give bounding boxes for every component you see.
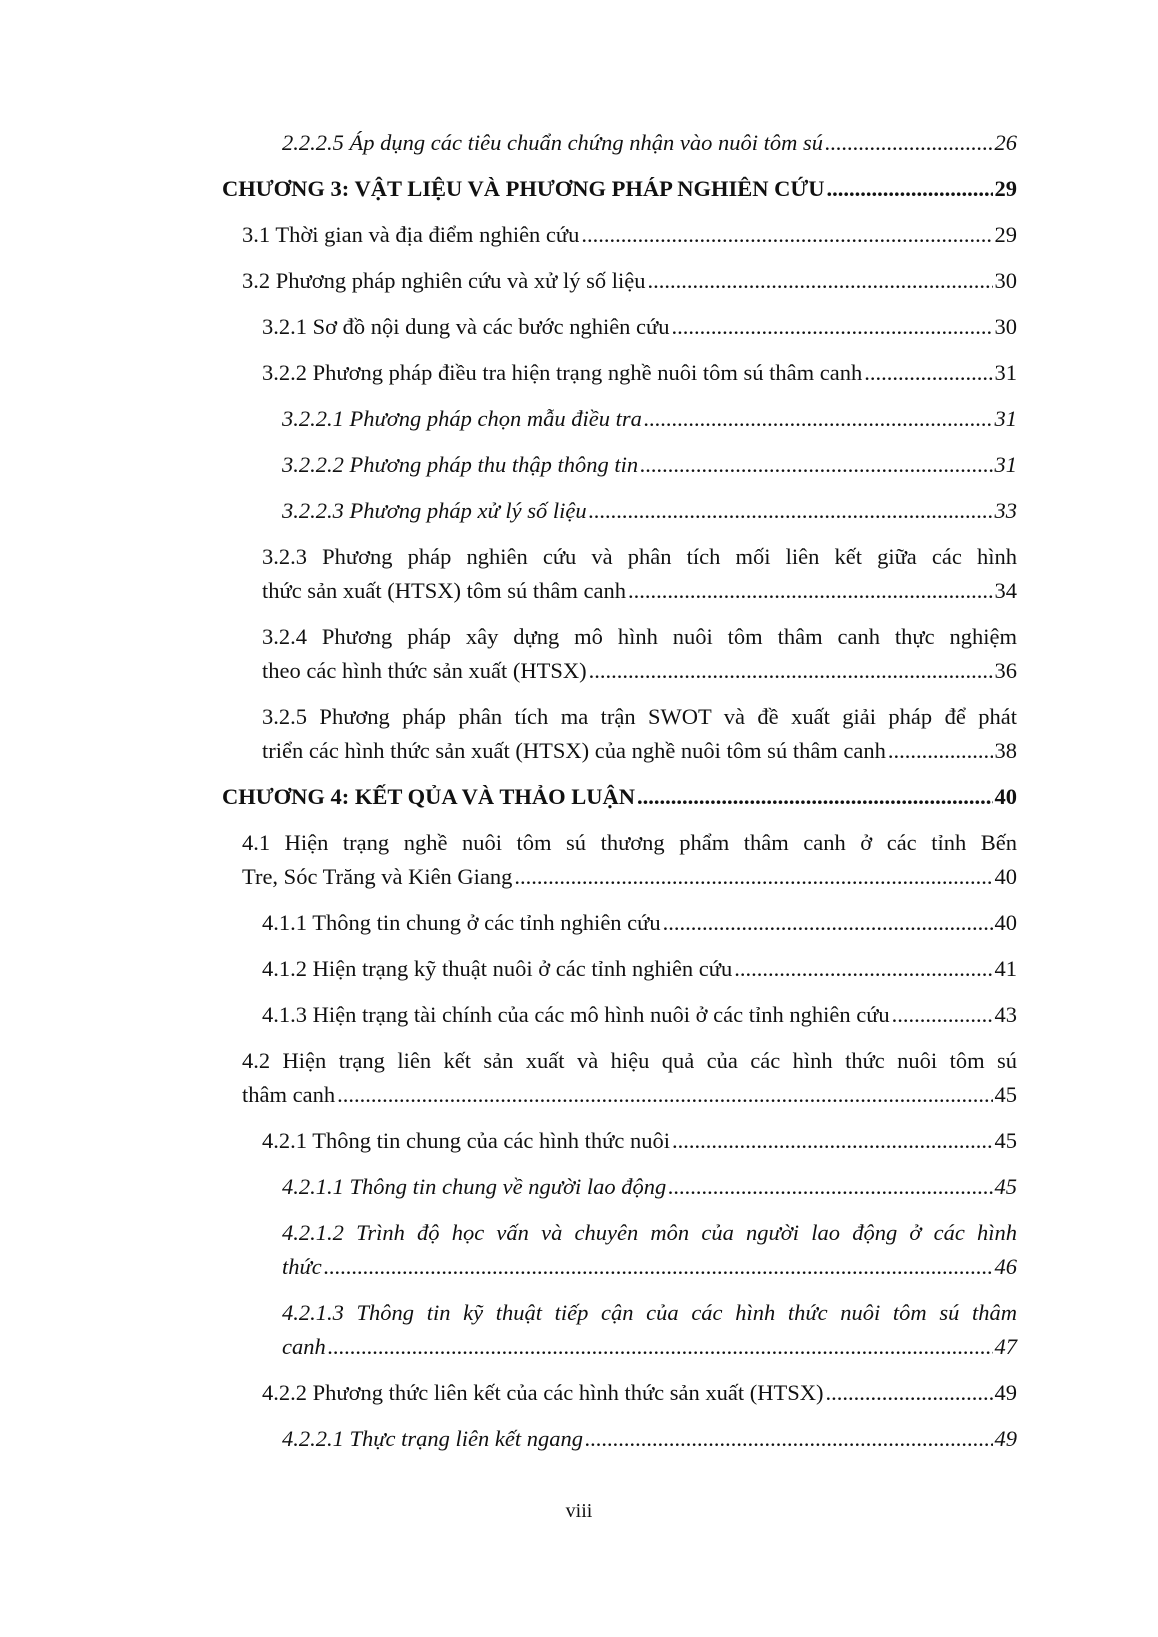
toc-page-number: 34 xyxy=(994,578,1017,603)
toc-page-number: 31 xyxy=(994,360,1017,385)
toc-page-number: 46 xyxy=(994,1254,1017,1279)
toc-page-number: 49 xyxy=(994,1426,1017,1451)
toc-leader-dots xyxy=(328,1330,993,1364)
toc-entry[interactable] xyxy=(222,1044,1017,1112)
toc-leader-dots xyxy=(589,654,993,688)
toc-entry-heading-line: 4.2 Hiện trạng liên kết sản xuất và hiệu quả của các hình thức nuôi tôm sú xyxy=(242,1048,1017,1073)
toc-page-number: 41 xyxy=(994,956,1017,981)
toc-entry-title: thức sản xuất (HTSX) tôm sú thâm canh xyxy=(262,578,626,603)
toc-entry-title: 4.2.2 Phương thức liên kết của các hình thức sản xuất (HTSX) xyxy=(262,1380,824,1405)
toc-entry[interactable] xyxy=(222,356,1017,390)
toc-leader-dots xyxy=(671,310,992,344)
toc-entry-title: 4.2.2.1 Thực trạng liên kết ngang xyxy=(282,1426,583,1451)
toc-page-number: 30 xyxy=(994,314,1017,339)
toc-entry-title: 4.2.1.1 Thông tin chung về người lao động xyxy=(282,1174,667,1199)
toc-page-number: 29 xyxy=(994,176,1017,201)
toc-entry-title: Tre, Sóc Trăng và Kiên Giang xyxy=(242,864,513,889)
toc-entry-heading-line: 4.2.1.2 Trình độ học vấn và chuyên môn của người lao động ở các hình xyxy=(282,1220,1017,1245)
toc-chapter-entry[interactable] xyxy=(222,172,1017,206)
toc-leader-dots xyxy=(324,1250,993,1284)
toc-entry-heading-line: 3.2.4 Phương pháp xây dựng mô hình nuôi tôm thâm canh thực nghiệm xyxy=(262,624,1017,649)
toc-leader-dots xyxy=(514,860,992,894)
toc-entry-title: canh xyxy=(282,1334,326,1359)
toc-entry-last-line xyxy=(262,734,1017,768)
table-of-contents xyxy=(222,126,1017,1456)
toc-entry-title: 3.2.1 Sơ đồ nội dung và các bước nghiên cứu xyxy=(262,314,670,339)
toc-entry[interactable] xyxy=(222,952,1017,986)
toc-entry[interactable] xyxy=(222,126,1017,160)
toc-page-number: 26 xyxy=(994,130,1017,155)
toc-entry-title: 4.1.3 Hiện trạng tài chính của các mô hình nuôi ở các tỉnh nghiên cứu xyxy=(262,1002,890,1027)
toc-leader-dots xyxy=(888,734,993,768)
toc-entry-last-line xyxy=(242,1078,1017,1112)
toc-page-number: 40 xyxy=(994,784,1017,809)
toc-entry[interactable] xyxy=(222,826,1017,894)
toc-entry[interactable] xyxy=(222,906,1017,940)
toc-entry-last-line xyxy=(282,1250,1017,1284)
toc-entry[interactable] xyxy=(222,1124,1017,1158)
toc-entry[interactable] xyxy=(222,1422,1017,1456)
toc-leader-dots xyxy=(647,264,992,298)
toc-entry-title: 3.2.2 Phương pháp điều tra hiện trạng nghề nuôi tôm sú thâm canh xyxy=(262,360,863,385)
toc-page-number: 45 xyxy=(994,1174,1017,1199)
toc-entry[interactable] xyxy=(222,1376,1017,1410)
toc-leader-dots xyxy=(672,1124,993,1158)
toc-leader-dots xyxy=(892,998,993,1032)
toc-entry-heading-line: 4.1 Hiện trạng nghề nuôi tôm sú thương phẩm thâm canh ở các tỉnh Bến xyxy=(242,830,1017,855)
toc-entry-heading-line: 4.2.1.3 Thông tin kỹ thuật tiếp cận của các hình thức nuôi tôm sú thâm xyxy=(282,1300,1017,1325)
toc-entry-last-line xyxy=(242,860,1017,894)
toc-entry[interactable] xyxy=(222,310,1017,344)
toc-leader-dots xyxy=(668,1170,992,1204)
page-number: viii xyxy=(565,1500,593,1522)
toc-leader-dots xyxy=(585,1422,993,1456)
toc-entry[interactable] xyxy=(222,700,1017,768)
toc-entry-title: theo các hình thức sản xuất (HTSX) xyxy=(262,658,587,683)
toc-leader-dots xyxy=(864,356,992,390)
toc-page-number: 33 xyxy=(994,498,1017,523)
toc-entry-title: 3.2 Phương pháp nghiên cứu và xử lý số liệu xyxy=(242,268,646,293)
toc-entry-last-line xyxy=(262,654,1017,688)
toc-entry-heading-line: 3.2.5 Phương pháp phân tích ma trận SWOT và đề xuất giải pháp để phát xyxy=(262,704,1017,729)
toc-entry[interactable] xyxy=(222,540,1017,608)
toc-entry[interactable] xyxy=(222,264,1017,298)
toc-page-number: 40 xyxy=(994,910,1017,935)
toc-leader-dots xyxy=(644,402,993,436)
toc-page-number: 31 xyxy=(994,452,1017,477)
toc-page-number: 31 xyxy=(994,406,1017,431)
toc-leader-dots xyxy=(825,126,993,160)
toc-page-number: 45 xyxy=(994,1128,1017,1153)
toc-page-number: 38 xyxy=(994,738,1017,763)
toc-leader-dots xyxy=(589,494,993,528)
toc-page-number: 47 xyxy=(994,1334,1017,1359)
toc-entry-last-line xyxy=(282,1330,1017,1364)
toc-entry-title: thức xyxy=(282,1254,322,1279)
toc-entry[interactable] xyxy=(222,218,1017,252)
toc-leader-dots xyxy=(640,448,992,482)
toc-entry-last-line xyxy=(262,574,1017,608)
toc-page-number: 45 xyxy=(994,1082,1017,1107)
toc-page-number: 29 xyxy=(994,222,1017,247)
toc-leader-dots xyxy=(628,574,993,608)
toc-leader-dots xyxy=(581,218,992,252)
toc-entry[interactable] xyxy=(222,1296,1017,1364)
toc-entry-title: 3.2.2.2 Phương pháp thu thập thông tin xyxy=(282,452,639,477)
toc-entry-title: thâm canh xyxy=(242,1082,336,1107)
toc-entry-title: 4.1.1 Thông tin chung ở các tỉnh nghiên cứu xyxy=(262,910,661,935)
toc-entry[interactable] xyxy=(222,448,1017,482)
toc-entry[interactable] xyxy=(222,998,1017,1032)
toc-leader-dots xyxy=(663,906,993,940)
toc-leader-dots xyxy=(734,952,992,986)
toc-leader-dots xyxy=(827,172,993,206)
toc-entry-title: 3.1 Thời gian và địa điểm nghiên cứu xyxy=(242,222,580,247)
toc-entry-title: triển các hình thức sản xuất (HTSX) của nghề nuôi tôm sú thâm canh xyxy=(262,738,886,763)
toc-entry-title: 3.2.2.1 Phương pháp chọn mẫu điều tra xyxy=(282,406,642,431)
toc-page-number: 43 xyxy=(994,1002,1017,1027)
toc-entry-heading-line: 3.2.3 Phương pháp nghiên cứu và phân tích mối liên kết giữa các hình xyxy=(262,544,1017,569)
toc-entry-title: CHƯƠNG 4: KẾT QỦA VÀ THẢO LUẬN xyxy=(222,784,635,809)
toc-page-number: 40 xyxy=(994,864,1017,889)
toc-entry[interactable] xyxy=(222,620,1017,688)
toc-entry[interactable] xyxy=(222,1170,1017,1204)
toc-entry-title: 2.2.2.5 Áp dụng các tiêu chuẩn chứng nhận vào nuôi tôm sú xyxy=(282,130,823,155)
toc-leader-dots xyxy=(337,1078,992,1112)
toc-entry-title: 4.1.2 Hiện trạng kỹ thuật nuôi ở các tỉnh nghiên cứu xyxy=(262,956,733,981)
toc-entry[interactable] xyxy=(222,402,1017,436)
toc-chapter-entry[interactable] xyxy=(222,780,1017,814)
toc-entry[interactable] xyxy=(222,494,1017,528)
toc-page-number: 30 xyxy=(994,268,1017,293)
toc-page-number: 36 xyxy=(994,658,1017,683)
toc-leader-dots xyxy=(637,780,993,814)
toc-entry-title: 3.2.2.3 Phương pháp xử lý số liệu xyxy=(282,498,587,523)
toc-entry-title: CHƯƠNG 3: VẬT LIỆU VÀ PHƯƠNG PHÁP NGHIÊN CỨU xyxy=(222,176,825,201)
toc-page-number: 49 xyxy=(994,1380,1017,1405)
toc-entry-title: 4.2.1 Thông tin chung của các hình thức nuôi xyxy=(262,1128,670,1153)
toc-leader-dots xyxy=(825,1376,992,1410)
toc-entry[interactable] xyxy=(222,1216,1017,1284)
